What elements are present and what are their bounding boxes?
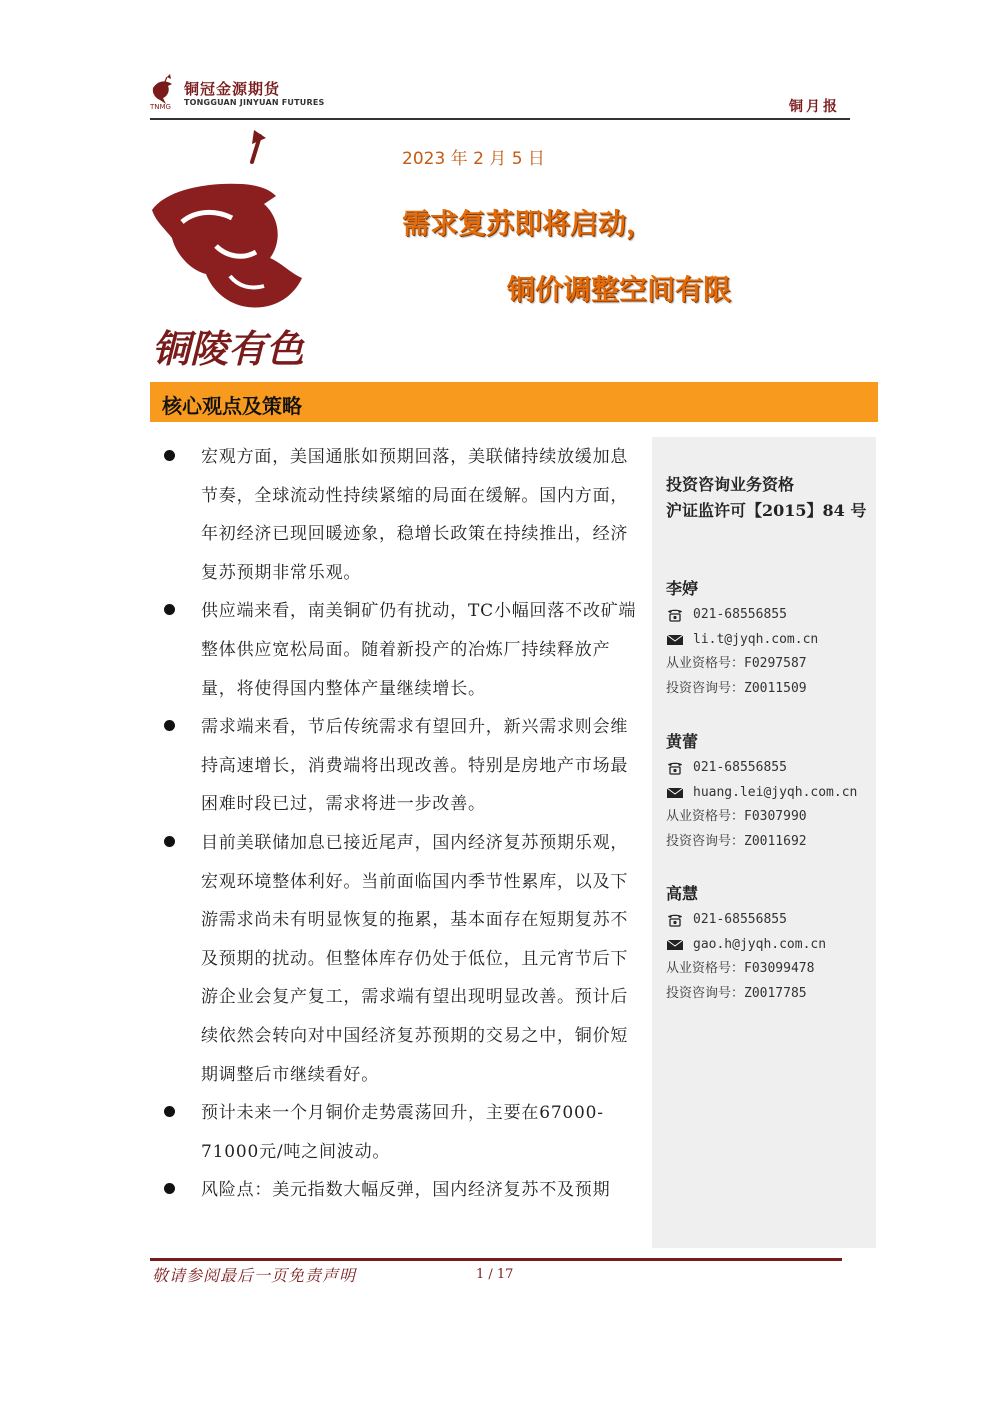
analyst-email[interactable]: huang.lei@jyqh.com.cn: [693, 784, 858, 800]
list-item: [160, 824, 638, 1094]
bullet-text: 风险点：美元指数大幅反弹，国内经济复苏不及预期: [201, 1180, 611, 1201]
analyst-email[interactable]: gao.h@jyqh.com.cn: [693, 936, 827, 952]
analyst-advisory: 投资咨询号：Z0011692: [666, 833, 807, 849]
report-title-line2: 铜价调整空间有限: [507, 273, 732, 306]
qualification-title: 投资咨询业务资格: [666, 475, 795, 494]
analyst-phone: 021-68556855: [693, 912, 787, 927]
list-item: [160, 438, 638, 592]
analyst-license: 从业资格号：F0307990: [666, 809, 807, 824]
analyst-phone: 021-68556855: [693, 607, 787, 622]
list-item: [160, 1094, 638, 1171]
analyst-name: 李婷: [666, 579, 699, 598]
company-name-cn: 铜冠金源期货: [184, 80, 281, 98]
analyst-card: [666, 729, 857, 854]
phone-icon: [666, 761, 684, 775]
bullet-dot-icon: [164, 1183, 175, 1194]
hero-calligraphy: 铜陵有色: [152, 326, 305, 371]
bullet-dot-icon: [164, 450, 175, 461]
analyst-phone: 021-68556855: [693, 760, 787, 775]
bullet-text: 需求端来看，节后传统需求有望回升，新兴需求则会维持高速增长，消费端将出现改善。特别是房地产市场最困难时段已过，需求将进一步改善。: [201, 717, 629, 815]
section-title: 核心观点及策略: [162, 394, 302, 418]
hero-emblem: [146, 126, 318, 376]
analyst-card: [666, 881, 826, 1006]
page-number: 1 / 17: [476, 1267, 514, 1282]
analyst-license: 从业资格号：F0297587: [666, 656, 807, 671]
list-item: [160, 592, 638, 708]
analyst-license: 从业资格号：F03099478: [666, 961, 815, 976]
analyst-advisory: 投资咨询号：Z0017785: [666, 985, 807, 1001]
bullet-dot-icon: [164, 1106, 175, 1117]
phone-icon: [666, 608, 684, 622]
bullet-text: 预计未来一个月铜价走势震荡回升，主要在67000-71000元/吨之间波动。: [201, 1103, 604, 1162]
footer-disclaimer: 敬请参阅最后一页免责声明: [152, 1266, 357, 1285]
key-points-list: [160, 438, 638, 1210]
report-date: 2023 年 2 月 5 日: [402, 149, 545, 169]
bullet-text: 宏观方面，美国通胀如预期回落，美联储持续放缓加息节奏，全球流动性持续紧缩的局面在缓解。国内方面，年初经济已现回暖迹象，稳增长政策在持续推出，经济复苏预期非常乐观。: [201, 447, 629, 583]
header-divider: [150, 118, 850, 120]
mail-icon: [666, 786, 684, 800]
footer-divider: [150, 1258, 842, 1261]
bullet-text: 供应端来看，南美铜矿仍有扰动，TC小幅回落不改矿端整体供应宽松局面。随着新投产的冶炼厂持续释放产量，将使得国内整体产量继续增长。: [201, 601, 637, 699]
analyst-card: [666, 576, 818, 701]
bullet-dot-icon: [164, 604, 175, 615]
bullet-text: 目前美联储加息已接近尾声，国内经济复苏预期乐观，宏观环境整体利好。当前面临国内季节性累库，以及下游需求尚未有明显恢复的拖累，基本面存在短期复苏不及预期的扰动。但整体库存仍处于低位，且元宵节后下游企业会复产复工，需求端有望出现明显改善。预计后续依然会转向对中国经济复苏预期的交易之中，铜价短期调整后市继续看好。: [201, 832, 629, 1085]
bullet-dot-icon: [164, 720, 175, 731]
bullet-dot-icon: [164, 836, 175, 847]
phone-icon: [666, 913, 684, 927]
mail-icon: [666, 938, 684, 952]
analyst-name: 黄蕾: [666, 732, 699, 751]
qualification-license: 沪证监许可【2015】84 号: [666, 501, 867, 520]
report-type-label: 铜月报: [789, 99, 840, 115]
qualification-block: [666, 472, 866, 524]
analyst-name: 高慧: [666, 884, 699, 903]
report-title-line1: 需求复苏即将启动，: [402, 207, 655, 240]
company-name-en: TONGGUAN JINYUAN FUTURES: [184, 98, 325, 107]
mail-icon: [666, 633, 684, 647]
list-item: [160, 708, 638, 824]
analyst-email[interactable]: li.t@jyqh.com.cn: [693, 631, 819, 647]
company-abbr: TNMG: [150, 103, 171, 111]
list-item: [160, 1171, 638, 1210]
analyst-advisory: 投资咨询号：Z0011509: [666, 680, 807, 696]
